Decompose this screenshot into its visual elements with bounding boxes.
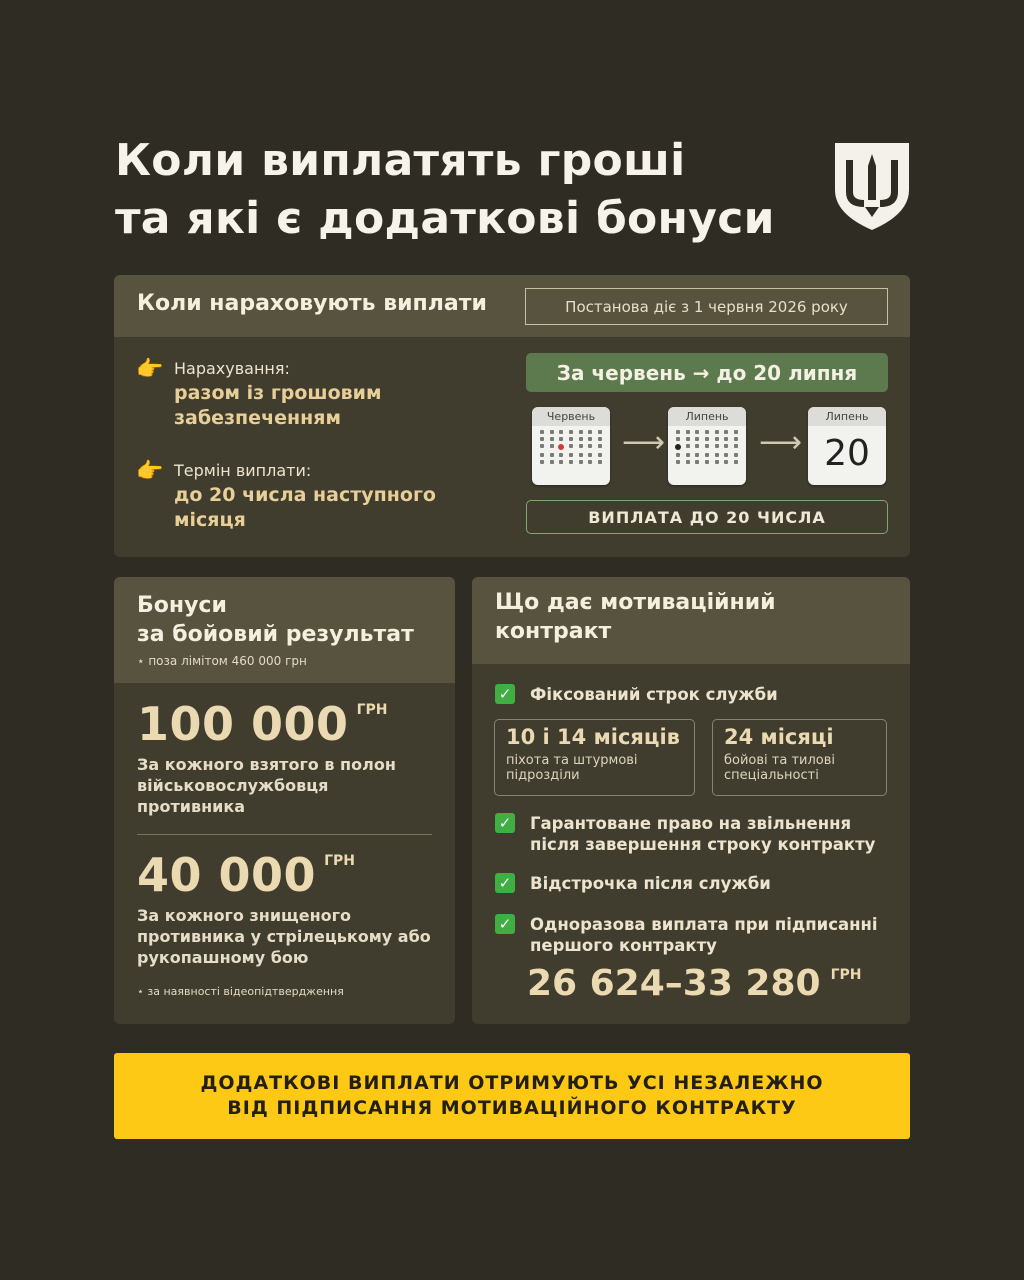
bonus-description: За кожного взятого в полон військовослужбовця противника: [137, 755, 396, 816]
video-note: ⋆ за наявності відеопідтвердження: [137, 985, 344, 998]
divider: [137, 834, 432, 835]
accrual-card-title: Коли нараховують виплати: [137, 291, 487, 316]
bonus-description: За кожного знищеного противника у стрілецькому або рукопашному бою: [137, 906, 431, 967]
calendar-month-label: Червень: [532, 407, 610, 426]
check-mark-icon: ✓: [495, 684, 515, 704]
calendar-month-label: Липень: [668, 407, 746, 426]
accrual-card-header: [114, 275, 910, 337]
payout-range: [527, 963, 861, 1004]
bonus-amount: [137, 697, 387, 751]
contract-card: [472, 577, 910, 1024]
decree-label: Постанова діє з 1 червня 2026 року: [525, 288, 888, 325]
contract-title-line2: контракт: [495, 619, 612, 644]
timeline-pill: За червень → до 20 липня: [526, 353, 888, 392]
benefit-text: Відстрочка після служби: [530, 874, 771, 893]
check-mark-icon: ✓: [495, 873, 515, 893]
bonus-amount-value: 100 000: [137, 697, 349, 751]
payment-term-label: Термін виплати:: [174, 461, 312, 480]
banner-line1: ДОДАТКОВІ ВИПЛАТИ ОТРИМУЮТЬ УСІ НЕЗАЛЕЖНО: [200, 1072, 824, 1094]
term-description: піхота та штурмові підрозділи: [506, 753, 638, 783]
check-mark-icon: ✓: [495, 914, 515, 934]
bonus-card-header: [114, 577, 455, 683]
bonus-title-line1: Бонуси: [137, 593, 227, 618]
additional-payments-banner: [114, 1053, 910, 1139]
arrow-right-icon: ⟶: [622, 425, 666, 460]
accrual-point-label: Нарахування:: [174, 359, 290, 378]
payment-term-value: до 20 числа наступного місяця: [174, 484, 436, 531]
arrow-right-icon: ⟶: [759, 425, 803, 460]
benefit-text: Гарантоване право на звільнення після завершення строку контракту: [530, 814, 876, 854]
term-description: бойові та тилові спеціальності: [724, 753, 836, 783]
payout-range-value: 26 624–33 280: [527, 963, 821, 1004]
term-heading: 24 місяці: [724, 725, 834, 749]
calendar-day-icon: [808, 407, 886, 485]
page-title-line2: та які є додаткові бонуси: [115, 193, 775, 244]
bonus-amount: [137, 848, 355, 902]
bonus-amount-value: 40 000: [137, 848, 317, 902]
page-title-line1: Коли виплатять гроші: [115, 135, 686, 186]
currency-label: ГРН: [356, 702, 388, 718]
pointing-hand-icon: 👉: [136, 357, 164, 382]
currency-label: ГРН: [830, 967, 862, 983]
contract-card-title: [495, 588, 776, 646]
calendar-june-icon: [532, 407, 610, 485]
check-mark-icon: ✓: [495, 813, 515, 833]
bonus-card: [114, 577, 455, 1024]
page-title: [115, 132, 815, 248]
accrual-card: [114, 275, 910, 557]
payment-deadline-label: ВИПЛАТА ДО 20 ЧИСЛА: [526, 500, 888, 534]
calendar-month-label: Липень: [808, 407, 886, 426]
currency-label: ГРН: [324, 853, 355, 869]
contract-title-line1: Що дає мотиваційний: [495, 590, 776, 615]
banner-line2: ВІД ПІДПИСАННЯ МОТИВАЦІЙНОГО КОНТРАКТУ: [227, 1097, 797, 1119]
contract-card-header: [472, 577, 910, 664]
bonus-card-title: [137, 591, 414, 649]
bonus-title-line2: за бойовий результат: [137, 622, 414, 647]
calendar-day-number: 20: [824, 433, 870, 474]
term-option: [712, 719, 887, 796]
limit-note: ⋆ поза лімітом 460 000 грн: [137, 654, 307, 668]
benefit-text: Фіксований строк служби: [530, 685, 778, 704]
benefit-text: Одноразова виплата при підписанні першого контракту: [530, 915, 878, 955]
accrual-point-value: разом із грошовим забезпеченням: [174, 382, 382, 429]
term-option: [494, 719, 695, 796]
pointing-hand-icon: 👉: [136, 459, 164, 484]
trident-shield-icon: [832, 140, 912, 232]
calendar-july-icon: [668, 407, 746, 485]
term-heading: 10 і 14 місяців: [506, 725, 680, 749]
